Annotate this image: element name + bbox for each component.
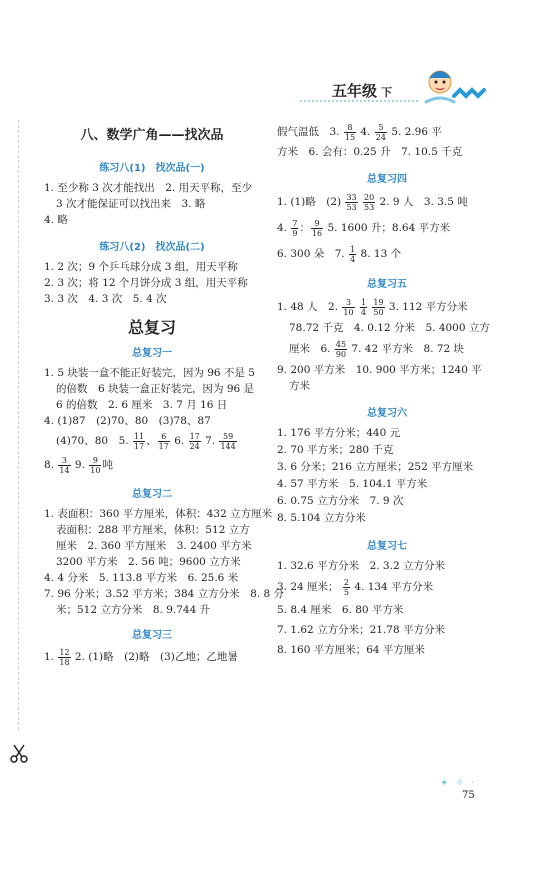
fraction: $\frac{19}{50}$ (373, 297, 384, 317)
answer-line: 6 的倍数 2. 6 厘米 3. 7 月 16 日 (56, 399, 228, 411)
fraction: $\frac{17}{24}$ (189, 431, 200, 451)
answer-line: 1. 5 块装一盒不能正好装完，因为 96 不是 5 (44, 367, 255, 379)
left-column (44, 120, 285, 669)
answer-line: 1. 表面积：360 平方厘米，体积：432 立方厘米 (44, 508, 273, 520)
answer-line: 4. 略 (44, 214, 68, 226)
fraction: $\frac{7}{9}$ (292, 218, 298, 238)
answer-line: 9. 200 平方米 10. 900 平方米；1240 平 (277, 364, 482, 376)
fraction: $\frac{2}{5}$ (343, 577, 349, 597)
page-number: 75 (462, 790, 475, 801)
answer-line: 8. $\frac{3}{14}$ 9. $\frac{9}{10}$ 吨 (44, 455, 113, 475)
exercise-title: 练习八(2) 找次品(二) (99, 242, 205, 253)
fraction: $\frac{5}{24}$ (375, 122, 386, 142)
exercise-title: 总复习七 (367, 541, 407, 552)
answer-line: 厘米 6. $\frac{45}{90}$ 7. 42 平方米 8. 72 块 (289, 339, 465, 359)
term-label: 下 (381, 86, 393, 99)
right-column (277, 120, 497, 660)
fraction: $\frac{33}{53}$ (346, 192, 357, 212)
fraction: $\frac{1}{4}$ (360, 297, 367, 317)
answer-line: 的倍数 6 块装一盒正好装完，因为 96 是 (56, 383, 255, 395)
answer-line: 7. 1.62 立方分米；21.78 平方分米 (277, 624, 445, 636)
answer-line: 5. 8.4 厘米 6. 80 平方米 (277, 604, 404, 616)
scissors-icon (10, 744, 28, 764)
answer-line: 4. 57 平方米 5. 104.1 平方米 (277, 478, 428, 490)
fraction: $\frac{3}{10}$ (343, 297, 354, 317)
answer-line: 6. 0.75 立方分米 7. 9 次 (277, 495, 404, 507)
answer-line: 厘米 2. 360 平方厘米 3. 2400 平方米 (56, 540, 252, 552)
answer-line: 1. $\frac{12}{18}$ 2. (1)略 (2)略 (3)乙地；乙地暑 (44, 647, 238, 667)
answer-line: 方米 6. 会有：0.25 升 7. 10.5 千克 (277, 146, 463, 158)
answer-line: 4. $\frac{7}{9}$ ： $\frac{9}{16}$ 5. 1600 升；8.64 平方米 (277, 218, 451, 238)
fraction: $\frac{3}{14}$ (59, 455, 70, 475)
exercise-title: 总复习五 (367, 279, 407, 290)
section-title: 八、数学广角——找次品 (80, 128, 224, 143)
answer-line: 7. 96 分米；3.52 平方米；384 立方分米 8. 8 分 (44, 588, 285, 600)
exercise-title: 总复习一 (132, 348, 172, 359)
answer-line: 6. 300 朵 7. $\frac{1}{4}$ 8. 13 个 (277, 244, 402, 264)
mascot-icon (418, 62, 490, 114)
fraction: $\frac{45}{90}$ (335, 339, 347, 359)
exercise-title: 总复习四 (367, 174, 407, 185)
fraction: $\frac{8}{15}$ (344, 122, 356, 142)
exercise-title: 练习八(1) 找次品(一) (99, 163, 205, 174)
fraction: $\frac{20}{53}$ (363, 192, 375, 212)
fraction: $\frac{12}{18}$ (59, 647, 70, 667)
exercise-title: 总复习六 (367, 408, 407, 419)
answer-line: 3200 平方米 2. 56 吨；9600 立方米 (56, 556, 241, 568)
answer-line: 1. 至少称 3 次才能找出 2. 用天平称，至少 (44, 182, 253, 194)
answer-line: 假气温低 3. $\frac{8}{15}$ 4. $\frac{5}{24}$ 5. 2.96 平 (277, 122, 442, 142)
fraction: $\frac{1}{4}$ (350, 244, 356, 264)
fraction: $\frac{6}{17}$ (158, 431, 169, 451)
answer-line: 1. (1)略 (2) $\frac{33}{53}$ $\frac{20}{53}$ 2. 9 人 3. 3.5 吨 (277, 192, 468, 212)
review-title: 总复习 (127, 318, 176, 337)
answer-line: 1. 176 平方分米；440 元 (277, 427, 401, 439)
fraction: $\frac{9}{10}$ (90, 455, 101, 475)
answer-line: (4)70、80 5. $\frac{11}{17}$ 、 $\frac{6}{17}$ 6. $\frac{17}{24}$ 7. $\frac{59}{144}$ (56, 431, 236, 451)
grade-label: 五年级 下 (332, 82, 393, 100)
exercise-title: 总复习二 (132, 489, 172, 500)
answer-line: 米；512 立方分米 8. 9.744 升 (56, 604, 211, 616)
answer-line: 78.72 千克 4. 0.12 分米 5. 4000 立方 (289, 322, 490, 334)
answer-line: 1. 2 次；9 个乒乓球分成 3 组，用天平称 (44, 261, 238, 273)
answer-line: 3 次才能保证可以找出来 3. 略 (56, 198, 206, 210)
answer-line: 2. 70 平方米；280 千克 (277, 444, 394, 456)
answer-line: 3. 3 次 4. 3 次 5. 4 次 (44, 293, 167, 305)
answer-line: 3. 24 厘米； $\frac{2}{5}$ 4. 134 平方分米 (277, 577, 434, 597)
answer-line: 1. 32.6 平方分米 2. 3.2 立方分米 (277, 560, 445, 572)
answer-line: 2. 3 次；将 12 个月饼分成 3 组，用天平称 (44, 277, 248, 289)
answer-line: 表面积：288 平方厘米，体积：512 立方 (56, 524, 250, 536)
fraction: $\frac{11}{17}$ (133, 431, 145, 451)
answer-line: 方米 (289, 380, 310, 392)
fraction: $\frac{9}{16}$ (311, 218, 323, 238)
answer-line: 4. 4 分米 5. 113.8 平方米 6. 25.6 米 (44, 572, 239, 584)
answer-line: 1. 48 人 2. $\frac{3}{10}$ $\frac{1}{4}$ $\frac{19}{50}$ 3. 112 平方分米 (277, 297, 468, 317)
answer-line: 4. (1)87 (2)70、80 (3)78、87 (44, 415, 211, 427)
fraction: $\frac{59}{144}$ (220, 431, 236, 451)
exercise-title: 总复习三 (132, 630, 172, 641)
cut-line (18, 120, 19, 730)
answer-line: 8. 160 平方厘米；64 平方厘米 (277, 644, 425, 656)
answer-line: 3. 6 分米；216 立方厘米；252 平方厘米 (277, 461, 474, 473)
answer-line: 8. 5.104 立方分米 (277, 512, 366, 524)
stars-decoration-icon: ✦ ✧ · (440, 778, 477, 789)
header-divider (300, 100, 418, 102)
